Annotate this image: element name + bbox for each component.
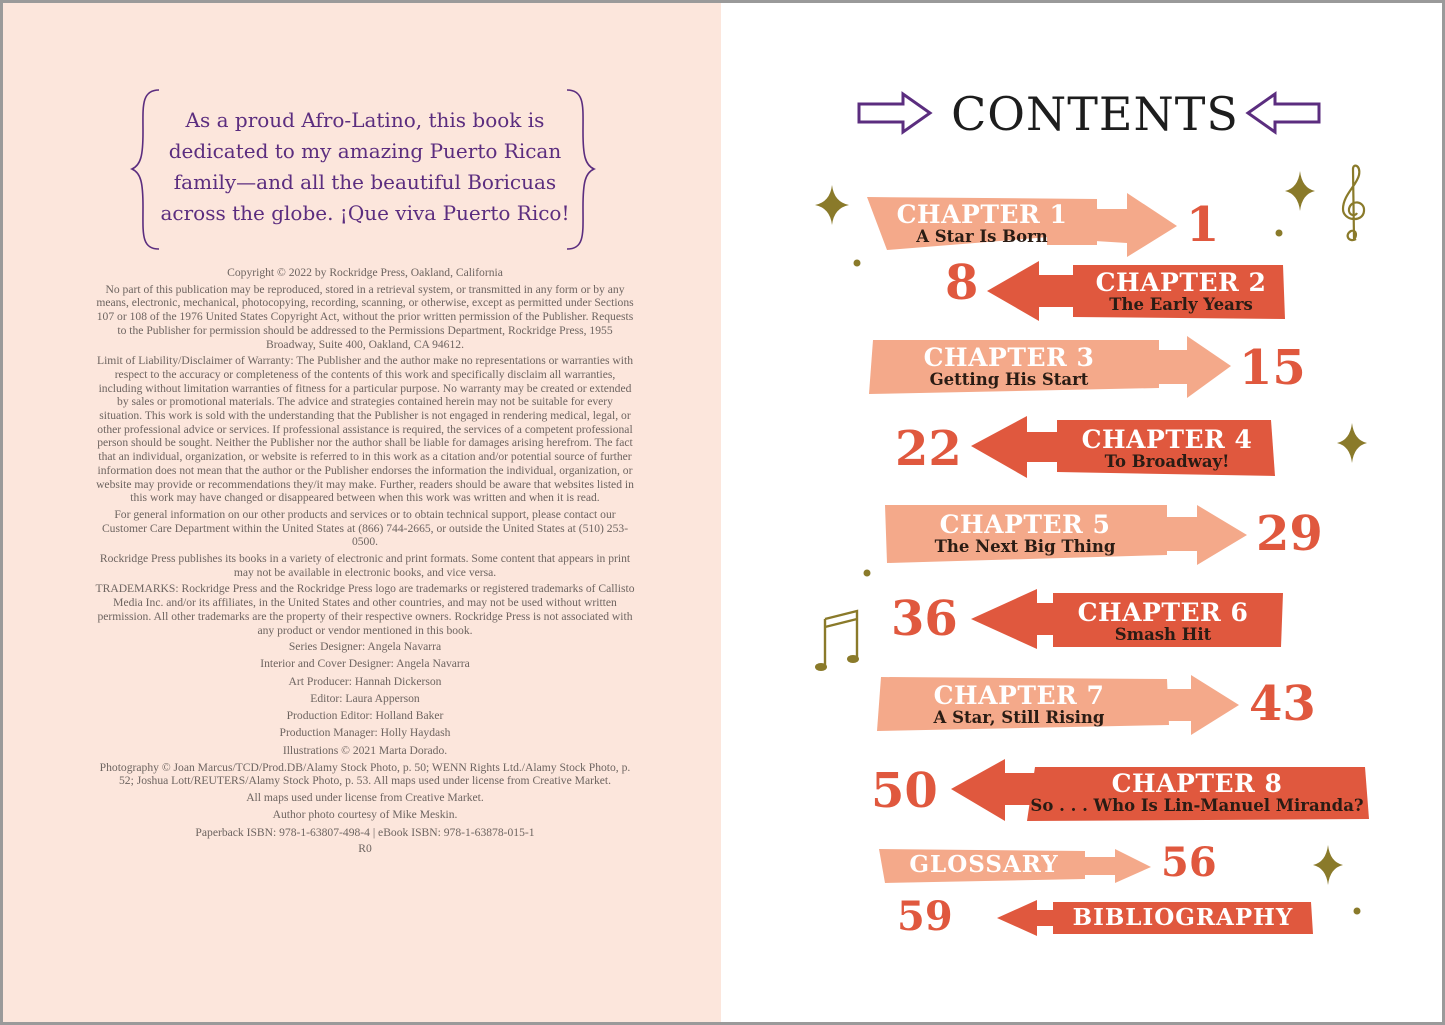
page-number: 50 (871, 763, 938, 819)
dot-icon (863, 569, 871, 577)
support-paragraph: For general information on our other products and services or to obtain technical support, please contact our Customer Care Department within the United States at (866) 744-2665, or outside the United States at (510) 253-0500. (101, 507, 629, 549)
isbn-line: Paperback ISBN: 978-1-63807-498-4 | eBook ISBN: 978-1-63878-015-1 (195, 825, 535, 839)
dedication-line: across the globe. ¡Que viva Puerto Rico! (160, 201, 570, 225)
music-notes-icon (815, 609, 865, 675)
chapter-label: CHAPTER 4 (1081, 425, 1253, 454)
page-number: 36 (891, 591, 958, 647)
toc-entry-chapter-4[interactable] (971, 416, 1281, 482)
toc-entry-glossary[interactable] (879, 845, 1155, 885)
chapter-subtitle: Getting His Start (929, 370, 1089, 389)
rights-paragraph: No part of this publication may be reproduced, stored in a retrieval system, or transmitted in any form or by any means, electronic, mechanical, photocopying, recording, scanning, or otherwise, except as permitted under Sections 107 or 108 of the 1976 United States Copyright Act, without the prior written permission of the Publisher. Requests to the Publisher for permission should be addressed to the Permissions Department, Rockridge Press, 1955 Broadway, Suite 400, Oakland, CA 94612. (96, 282, 634, 351)
dedication-line: family—and all the beautiful Boricuas (173, 170, 557, 194)
page-number: 1 (1186, 197, 1220, 253)
chapter-subtitle: Smash Hit (1114, 625, 1212, 644)
contents-title: CONTENTS (951, 87, 1239, 141)
print-code: R0 (358, 842, 372, 856)
credit-line: Interior and Cover Designer: Angela Navarra (260, 657, 470, 671)
toc-entry-chapter-3[interactable] (869, 336, 1239, 402)
page-number: 43 (1249, 676, 1316, 732)
sparkle-icon (1285, 171, 1315, 211)
toc-entry-chapter-6[interactable] (971, 589, 1286, 655)
trademarks-paragraph: TRADEMARKS: Rockridge Press and the Rockridge Press logo are trademarks or registered trademarks of Callisto Media Inc. and/or its affiliates, in the United States and other countries, and may not be used without written permission. All other trademarks are the property of their respective owners. Rockridge Press is not associated with any product or vendor mentioned in this book. (95, 582, 635, 637)
chapter-label: CHAPTER 3 (923, 343, 1095, 372)
credit-line: Editor: Laura Apperson (310, 691, 420, 705)
chapter-subtitle: To Broadway! (1104, 452, 1230, 471)
dedication (135, 87, 595, 252)
chapter-subtitle: The Next Big Thing (934, 537, 1116, 556)
right-arrow-icon (857, 91, 933, 135)
credit-line: Production Manager: Holly Haydash (279, 726, 451, 740)
glossary-label: GLOSSARY (909, 851, 1059, 878)
sparkle-icon (1337, 423, 1367, 463)
page-number: 59 (897, 893, 953, 940)
page-number: 22 (895, 421, 962, 477)
dot-icon (1275, 229, 1283, 237)
page-number: 56 (1161, 839, 1217, 886)
chapter-subtitle: A Star, Still Rising (933, 708, 1105, 727)
credit-line: Series Designer: Angela Navarra (288, 640, 442, 654)
book-spread (3, 3, 1442, 1022)
sparkle-icon (1313, 845, 1343, 885)
sparkle-icon (815, 185, 849, 225)
chapter-subtitle: So . . . Who Is Lin-Manuel Miranda? (1030, 796, 1364, 815)
chapter-label: CHAPTER 7 (933, 681, 1105, 710)
copyright-line: Copyright © 2022 by Rockridge Press, Oakland, California (227, 266, 503, 279)
disclaimer-paragraph: Limit of Liability/Disclaimer of Warranty: The Publisher and the author make no representations or warranties with respect to the accuracy or completeness of the contents of this work and specifically disclaim all warranties, including without limitation warranties of fitness for a particular purpose. No warranty may be created or extended by sales or promotional materials. The advice and strategies contained herein may not be suitable for every situation. This work is sold with the understanding that the Publisher is not engaged in rendering medical, legal, or other professional advice or services. If professional assistance is required, the services of a competent professional person should be sought. Neither the Publisher nor the author shall be liable for damages arising herefrom. The fact that an individual, organization, or website is referred to in this work as a citation and/or potential source of further information does not mean that the author or the Publisher endorses the information the individual, organization, or website may provide or recommendations they/it may make. Further, readers should be aware that websites listed in this work may have changed or disappeared between when this work was written and when it is read. (96, 354, 634, 505)
left-arrow-icon (1245, 91, 1321, 135)
photo-credit: Photography © Joan Marcus/TCD/Prod.DB/Alamy Stock Photo, p. 50; WENN Rights Ltd./Alamy Stock Photo, p. 52; Joshua Lott/REUTERS/Alamy Stock Photo, p. 53. All maps used under license from Creative Market. (99, 760, 631, 788)
page-number: 29 (1256, 506, 1323, 562)
toc-entry-chapter-8[interactable] (951, 759, 1371, 825)
credit-line: Production Editor: Holland Baker (286, 709, 444, 723)
chapter-subtitle: A Star Is Born (916, 227, 1048, 246)
toc-entry-chapter-5[interactable] (885, 501, 1255, 567)
dot-icon (1353, 907, 1361, 915)
page-number: 8 (945, 255, 979, 311)
contents-header (857, 85, 1317, 145)
maps-credit: All maps used under license from Creative Market. (246, 791, 484, 805)
dedication-line: As a proud Afro-Latino, this book is (185, 108, 545, 132)
author-photo-credit: Author photo courtesy of Mike Meskin. (272, 808, 458, 822)
credit-line: Illustrations © 2021 Marta Dorado. (282, 743, 448, 757)
treble-clef-icon (1339, 163, 1369, 245)
toc-entry-chapter-2[interactable] (987, 261, 1287, 325)
toc-entry-chapter-1[interactable] (867, 193, 1187, 259)
chapter-label: CHAPTER 1 (896, 200, 1068, 229)
chapter-label: CHAPTER 5 (939, 510, 1111, 539)
dedication-line: dedicated to my amazing Puerto Rican (168, 139, 562, 163)
chapter-label: CHAPTER 6 (1077, 598, 1249, 627)
chapter-subtitle: The Early Years (1109, 295, 1253, 314)
toc-entry-bibliography[interactable] (997, 898, 1317, 938)
dot-icon (853, 259, 861, 267)
dedication-text (155, 105, 575, 229)
credit-line: Art Producer: Hannah Dickerson (288, 674, 442, 688)
contents-page (721, 3, 1442, 1022)
page-number: 15 (1239, 340, 1306, 396)
formats-paragraph: Rockridge Press publishes its books in a variety of electronic and print formats. Some content that appears in print may not be available in electronic books, and vice versa. (99, 552, 631, 579)
left-page (3, 3, 721, 1022)
chapter-label: CHAPTER 2 (1095, 268, 1267, 297)
bibliography-label: BIBLIOGRAPHY (1072, 904, 1294, 931)
chapter-label: CHAPTER 8 (1111, 769, 1283, 798)
copyright-block (95, 266, 635, 859)
toc-entry-chapter-7[interactable] (877, 673, 1247, 739)
